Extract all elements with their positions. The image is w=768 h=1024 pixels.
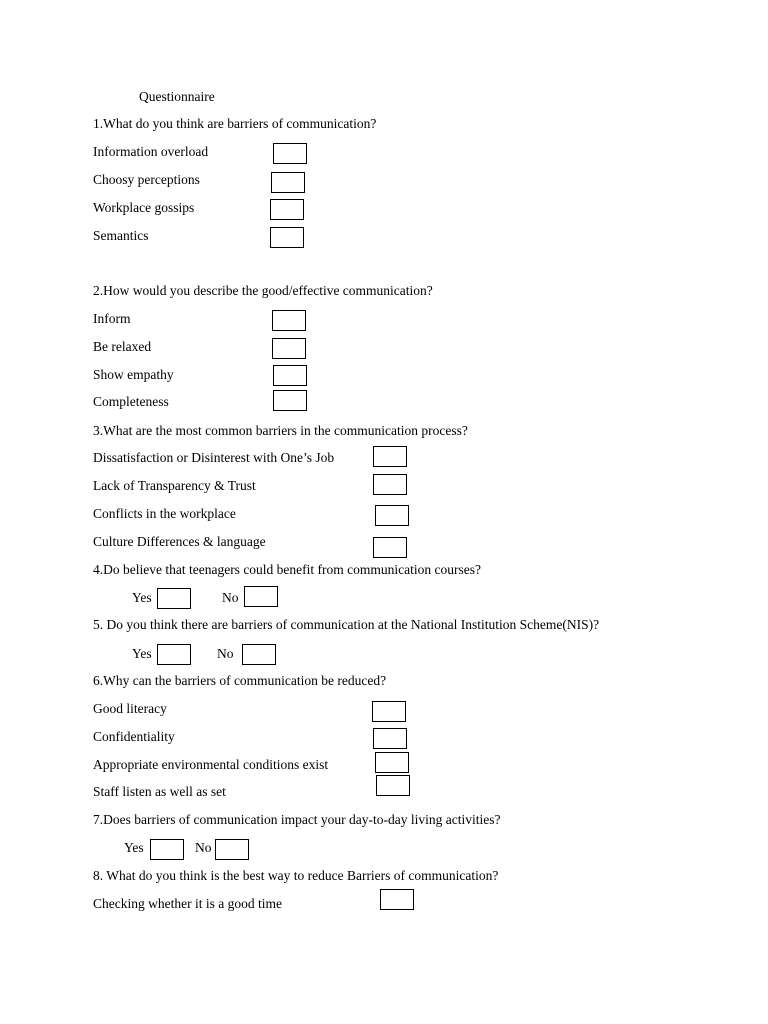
q5-yes-checkbox[interactable]	[157, 644, 191, 665]
q3-option-label: Conflicts in the workplace	[93, 506, 236, 521]
q6-option-label: Appropriate environmental conditions exist	[93, 757, 329, 772]
q4-no-label: No	[222, 590, 239, 605]
q8-option-checkbox[interactable]	[380, 889, 414, 910]
q3-option-label: Culture Differences & language	[93, 534, 266, 549]
q8-option-label: Checking whether it is a good time	[93, 896, 282, 911]
q7-no-label: No	[195, 840, 212, 855]
q3-option-checkbox[interactable]	[373, 537, 407, 558]
question-3-text: 3.What are the most common barriers in the communication process?	[93, 423, 468, 438]
q1-option-checkbox[interactable]	[271, 172, 305, 193]
q6-option-checkbox[interactable]	[372, 701, 406, 722]
q5-yes-label: Yes	[132, 646, 152, 661]
q1-option-checkbox[interactable]	[273, 143, 307, 164]
q4-yes-label: Yes	[132, 590, 152, 605]
q7-no-checkbox[interactable]	[215, 839, 249, 860]
q6-option-label: Staff listen as well as set	[93, 784, 226, 799]
q1-option-checkbox[interactable]	[270, 199, 304, 220]
question-4-text: 4.Do believe that teenagers could benefit from communication courses?	[93, 562, 481, 577]
q2-option-label: Inform	[93, 311, 131, 326]
q1-option-label: Information overload	[93, 144, 209, 159]
question-1-text: 1.What do you think are barriers of communication?	[93, 116, 377, 131]
q2-option-label: Completeness	[93, 394, 169, 409]
q1-option-label: Choosy perceptions	[93, 172, 200, 187]
q5-no-label: No	[217, 646, 234, 661]
q6-option-checkbox[interactable]	[376, 775, 410, 796]
q2-option-checkbox[interactable]	[273, 365, 307, 386]
q6-option-checkbox[interactable]	[375, 752, 409, 773]
question-2-text: 2.How would you describe the good/effective communication?	[93, 283, 433, 298]
question-6-text: 6.Why can the barriers of communication be reduced?	[93, 673, 387, 688]
q3-option-checkbox[interactable]	[373, 446, 407, 467]
q3-option-label: Lack of Transparency & Trust	[93, 478, 256, 493]
q6-option-label: Confidentiality	[93, 729, 175, 744]
q1-option-checkbox[interactable]	[270, 227, 304, 248]
question-8-text: 8. What do you think is the best way to reduce Barriers of communication?	[93, 868, 499, 883]
q2-option-label: Be relaxed	[93, 339, 152, 354]
q5-no-checkbox[interactable]	[242, 644, 276, 665]
q2-option-checkbox[interactable]	[272, 338, 306, 359]
q2-option-checkbox[interactable]	[273, 390, 307, 411]
q6-option-checkbox[interactable]	[373, 728, 407, 749]
q3-option-label: Dissatisfaction or Disinterest with One’s Job	[93, 450, 335, 465]
q3-option-checkbox[interactable]	[375, 505, 409, 526]
q3-option-checkbox[interactable]	[373, 474, 407, 495]
q4-yes-checkbox[interactable]	[157, 588, 191, 609]
q1-option-label: Semantics	[93, 228, 149, 243]
q2-option-checkbox[interactable]	[272, 310, 306, 331]
q2-option-label: Show empathy	[93, 367, 174, 382]
q6-option-label: Good literacy	[93, 701, 167, 716]
q7-yes-label: Yes	[124, 840, 144, 855]
q7-yes-checkbox[interactable]	[150, 839, 184, 860]
question-5-text: 5. Do you think there are barriers of communication at the National Institution Scheme(NIS)?	[93, 617, 600, 632]
q4-no-checkbox[interactable]	[244, 586, 278, 607]
q1-option-label: Workplace gossips	[93, 200, 195, 215]
question-7-text: 7.Does barriers of communication impact your day-to-day living activities?	[93, 812, 501, 827]
page-title: Questionnaire	[139, 89, 215, 104]
